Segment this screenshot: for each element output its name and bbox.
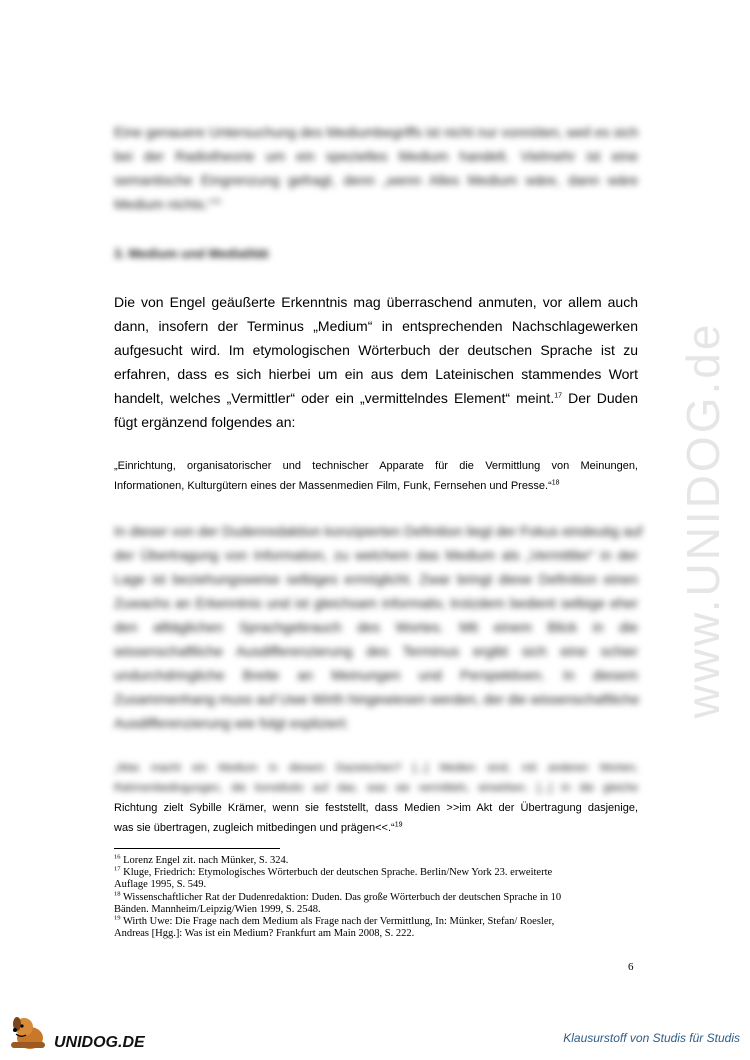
section-heading: 3. Medium und Medialität — [114, 246, 269, 261]
blurred-quote-line: „Was macht ein Medium in diesem Dazwischen? [...] Medien sind, mit anderen Worten, — [114, 762, 638, 774]
paragraph-line-5-after: Der Duden — [562, 390, 639, 406]
footnote-divider — [114, 848, 280, 849]
footnote-ref: 18 — [551, 479, 560, 487]
footnote-text: Wissenschaftlicher Rat der Dudenredaktion: Duden. Das große Wörterbuch der deutschen Sprache in 10 — [122, 891, 562, 903]
kraemer-quote — [114, 798, 638, 838]
watermark-text: www.UNIDOG.de — [677, 321, 729, 719]
quote-line — [114, 818, 638, 838]
unidog-logo — [6, 1012, 156, 1052]
blurred-paragraph — [114, 519, 643, 735]
blurred-line: den alltäglichen Sprachgebrauch des Wortes. Mit einem Blick in die — [114, 619, 638, 635]
footnote-number: 16 — [114, 853, 121, 861]
blurred-line: der Übertragung von Information, zu welchem das Medium als „Vermittler“ in der — [114, 547, 638, 563]
paragraph-line — [114, 386, 638, 410]
tagline: Klausurstoff von Studis für Studis — [563, 1031, 740, 1045]
footnote-19 — [114, 916, 638, 928]
footnotes — [114, 855, 638, 940]
blurred-quote — [114, 758, 638, 798]
paragraph-line-5-before: handelt, welches „Vermittler“ oder ein „vermittelndes Element“ meint. — [114, 390, 555, 406]
footnote-17 — [114, 867, 638, 879]
duden-quote — [114, 456, 638, 496]
paragraph-line: dann, insofern der Terminus „Medium“ in entsprechenden Nachschlagewerken — [114, 318, 638, 334]
footnote-text: Kluge, Friedrich: Etymologisches Wörterbuch der deutschen Sprache. Berlin/New York 23. erweiterte — [123, 867, 553, 879]
paragraph-line: aufgesucht wird. Im etymologischen Wörterbuch der deutschen Sprache ist zu — [114, 342, 638, 358]
footnote-19-cont: Andreas [Hgg.]: Was ist ein Medium? Frankfurt am Main 2008, S. 222. — [114, 928, 415, 940]
paragraph-medium — [114, 290, 638, 434]
footnote-16 — [114, 855, 638, 867]
blurred-line: Zuwachs an Erkenntnis und ist gleichsam informativ, trotzdem bedient selbige eher — [114, 595, 638, 611]
logo-text: UNIDOG.DE — [54, 1034, 145, 1051]
footnote-text: Lorenz Engel zit. nach Münker, S. 324. — [123, 855, 289, 866]
dog-mascot-icon — [6, 1012, 54, 1052]
footnote-number: 17 — [114, 865, 121, 873]
footnote-text: Wirth Uwe: Die Frage nach dem Medium als Frage nach der Vermittlung, In: Münker, Stefan/ Roesler, — [122, 916, 555, 928]
blurred-intro-last-text: Medium nichts.“ — [114, 196, 213, 212]
blurred-line: Zusammenhang muss auf Uwe Wirth hingewiesen werden, der die wissenschaftliche — [114, 691, 640, 707]
footnote-ref: 16 — [212, 198, 221, 206]
quote-line: Richtung zielt Sybille Krämer, wenn sie feststellt, dass Medien >>im Akt der Übertragung dasjenige, — [114, 802, 638, 814]
quote-line — [114, 476, 638, 496]
blurred-intro-line: Eine genauere Untersuchung des Mediumbegriffs ist nicht nur vonnöten, weil es sich — [114, 124, 639, 140]
blurred-line: Ausdifferenzierung wie folgt expliziert: — [114, 715, 349, 731]
footnote-ref: 19 — [394, 821, 403, 829]
footnote-18-cont: Bänden. Mannheim/Leipzig/Wien 1999, S. 2548. — [114, 903, 321, 915]
blurred-intro-paragraph — [114, 120, 638, 216]
footnote-number: 18 — [114, 890, 121, 898]
blurred-intro-line — [114, 192, 638, 216]
footnote-number: 19 — [114, 914, 121, 922]
blurred-quote-line: Rahmenbedingungen, die konstitutiv auf das, was sie vermitteln, einwirken. [...] In die gleiche — [114, 782, 638, 794]
blurred-line: wissenschaftliche Ausdifferenzierung des Terminus ergibt sich eine schier — [114, 643, 638, 659]
footnote-18 — [114, 892, 638, 904]
blurred-intro-line: semantische Eingrenzung gefragt, denn „wenn Alles Medium wäre, dann wäre — [114, 172, 638, 188]
quote-line-2-text: Informationen, Kulturgütern eines der Massenmedien Film, Funk, Fernsehen und Presse.“ — [114, 480, 552, 492]
footnote-ref: 17 — [554, 392, 563, 400]
footnote-17-cont: Auflage 1995, S. 549. — [114, 879, 207, 891]
blurred-line: Lage ist beziehungsweise selbiges ermöglicht. Zwar bringt diese Definition einen — [114, 571, 638, 587]
paragraph-line: Die von Engel geäußerte Erkenntnis mag überraschend anmuten, vor allem auch — [114, 294, 638, 310]
blurred-line: undurchdringliche Breite an Meinungen und Perspektiven. In diesem — [114, 667, 638, 683]
paragraph-line: erfahren, dass es sich hierbei um ein aus dem Lateinischen stammendes Wort — [114, 366, 638, 382]
blurred-intro-line: bei der Radiotheorie um ein spezielles Medium handelt. Vielmehr ist eine — [114, 148, 638, 164]
blurred-line: In dieser von der Dudenredaktion konzipierten Definition liegt der Fokus eindeutig auf — [114, 523, 643, 539]
page-number: 6 — [628, 961, 634, 973]
paragraph-line: fügt ergänzend folgendes an: — [114, 414, 296, 430]
quote-line-2-text: was sie übertragen, zugleich mitbedingen und prägen<<.“ — [114, 822, 395, 834]
quote-line: „Einrichtung, organisatorischer und technischer Apparate für die Vermittlung von Meinungen, — [114, 460, 638, 472]
